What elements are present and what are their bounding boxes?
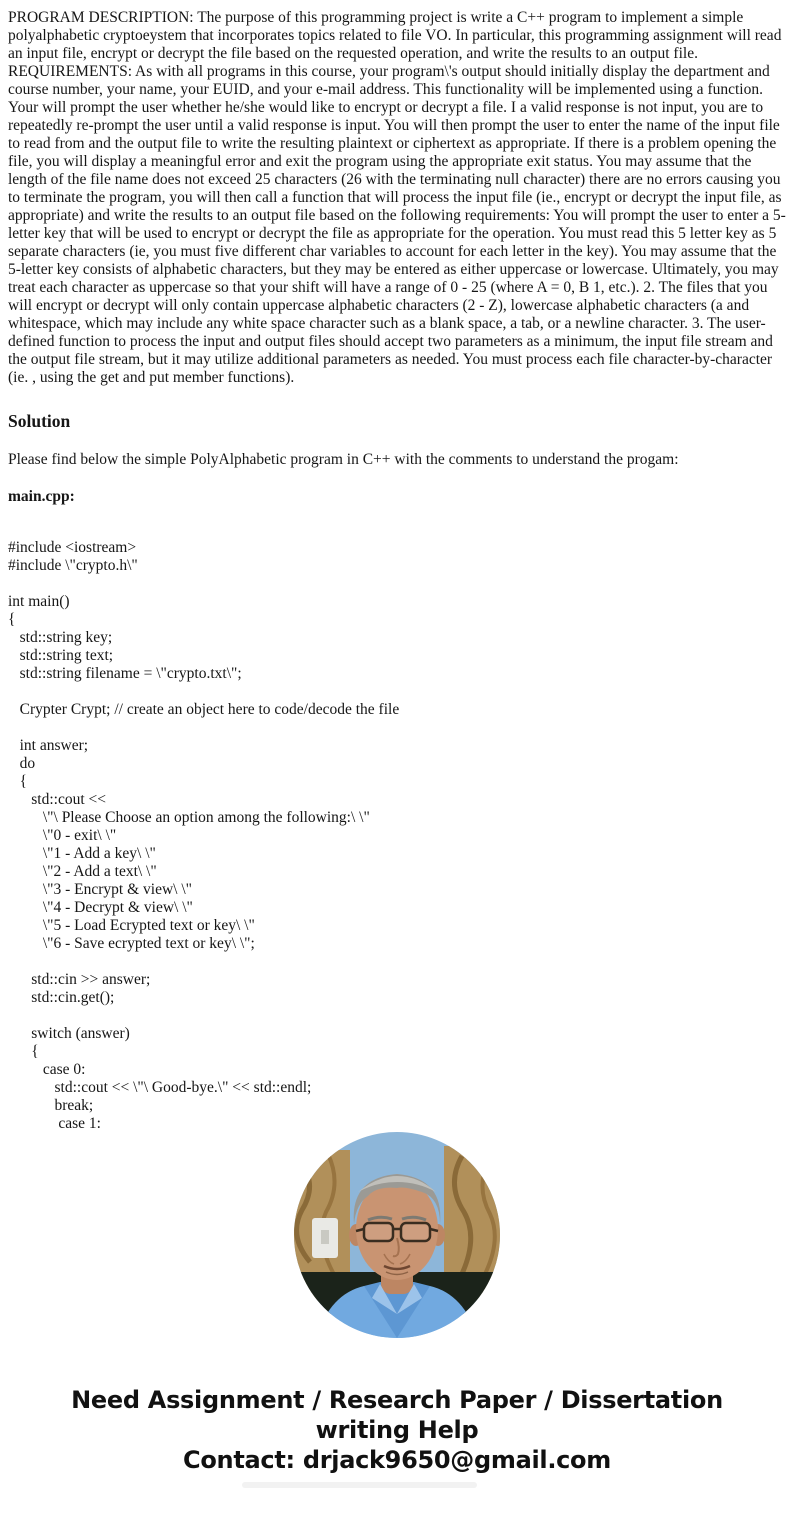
- program-description-paragraph: PROGRAM DESCRIPTION: The purpose of this programming project is write a C++ program to implement a simple polyalphabetic cryptoeystem that incorporates topics related to file VO. In particular, this programming assignment will read an input file, encrypt or decrypt the file based on the requested operation, and write the results to an output file. REQUIREMENTS: As with all programs in this course, your program\'s output should initially display the department and course number, your name, your EUID, and your e-mail address. This functionality will be implemented using a function. Your will prompt the user whether he/she would like to encrypt or decrypt a file. I a valid response is not input, you are to repeatedly re-prompt the user until a valid response is input. You will then prompt the user to enter the name of the input file to read from and the output file to write the resulting plaintext or ciphertext as appropriate. If there is a problem opening the file, you will display a meaningful error and exit the program using the appropriate exit status. You may assume that the length of the file name does not exceed 25 characters (26 with the terminating null character) there are no errors causing you to terminate the program, you will then call a function that will process the input file (ie., encrypt or decrypt the input file, as appropriate) and write the results to an output file based on the following requirements: You will prompt the user to enter a 5-letter key that will be used to encrypt or decrypt the file as appropriate for the operation. You must read this 5 letter key as 5 separate characters (ie, you must five different char variables to account for each letter in the key). You may assume that the 5-letter key consists of alphabetic characters, but they may be entered as either uppercase or lowercase. Ultimately, you may treat each character as uppercase so that your shift will have a range of 0 - 25 (where A = 0, B 1, etc.). 2. The files that you will encrypt or decrypt will only contain uppercase alphabetic characters (2 - Z), lowercase alphabetic characters (a and whitespace, which may include any white space character such as a blank space, a tab, or a newline character. 3. The user-defined function to process the input and output files should accept two parameters as a minimum, the input file stream and the output file stream, but it may utilize additional parameters as needed. You must process each file character-by-character (ie. , using the get and put member functions).: [8, 9, 786, 386]
- code-line: \"3 - Encrypt & view\ \": [8, 881, 192, 898]
- code-line: std::cout <<: [8, 791, 106, 808]
- code-line: do: [8, 755, 36, 772]
- code-line: #include \"crypto.h\": [8, 557, 138, 574]
- code-line: case 1:: [8, 1115, 101, 1132]
- video-progress-smudge: [242, 1482, 477, 1488]
- intro-text: Please find below the simple PolyAlphabetic program in C++ with the comments to understand the progam:: [8, 451, 679, 468]
- code-line: {: [8, 1043, 39, 1060]
- code-line: [8, 719, 786, 737]
- footer: [0, 1385, 794, 1475]
- presenter-photo-illustration: [294, 1132, 500, 1338]
- file-name-label: main.cpp:: [8, 488, 75, 505]
- code-line: case 0:: [8, 1061, 86, 1078]
- code-line: switch (answer): [8, 1025, 130, 1042]
- code-line: {: [8, 611, 16, 628]
- code-line: int answer;: [8, 737, 89, 754]
- code-line: \"2 - Add a text\ \": [8, 863, 157, 880]
- code-line: std::string text;: [8, 647, 114, 664]
- code-line: [8, 1007, 786, 1025]
- code-line: int main(): [8, 593, 70, 610]
- code-line: std::string filename = \"crypto.txt\";: [8, 665, 242, 682]
- code-line: [8, 953, 786, 971]
- code-line: \"\ Please Choose an option among the following:\ \": [8, 809, 370, 826]
- code-line: std::cin.get();: [8, 989, 115, 1006]
- photo-glasses: [364, 1223, 393, 1241]
- code-line: Crypter Crypt; // create an object here to code/decode the file: [8, 701, 400, 718]
- code-line: std::cin >> answer;: [8, 971, 151, 988]
- code-line: std::string key;: [8, 629, 113, 646]
- presenter-photo: [294, 1132, 500, 1338]
- footer-contact-email: Contact: drjack9650@gmail.com: [183, 1446, 611, 1474]
- code-line: break;: [8, 1097, 94, 1114]
- footer-help-text: Need Assignment / Research Paper / Dissertation writing Help: [71, 1386, 723, 1444]
- solution-heading: Solution: [8, 411, 71, 431]
- code-line: {: [8, 773, 28, 790]
- code-line: \"4 - Decrypt & view\ \": [8, 899, 193, 916]
- code-line: \"6 - Save ecrypted text or key\ \";: [8, 935, 255, 952]
- code-block: [8, 539, 786, 1132]
- code-line: std::cout << \"\ Good-bye.\" << std::endl;: [8, 1079, 312, 1096]
- code-line: \"0 - exit\ \": [8, 827, 117, 844]
- code-line: \"5 - Load Ecrypted text or key\ \": [8, 917, 255, 934]
- code-line: #include <iostream>: [8, 539, 137, 556]
- code-line: \"1 - Add a key\ \": [8, 845, 156, 862]
- code-line: [8, 575, 786, 593]
- code-line: [8, 683, 786, 701]
